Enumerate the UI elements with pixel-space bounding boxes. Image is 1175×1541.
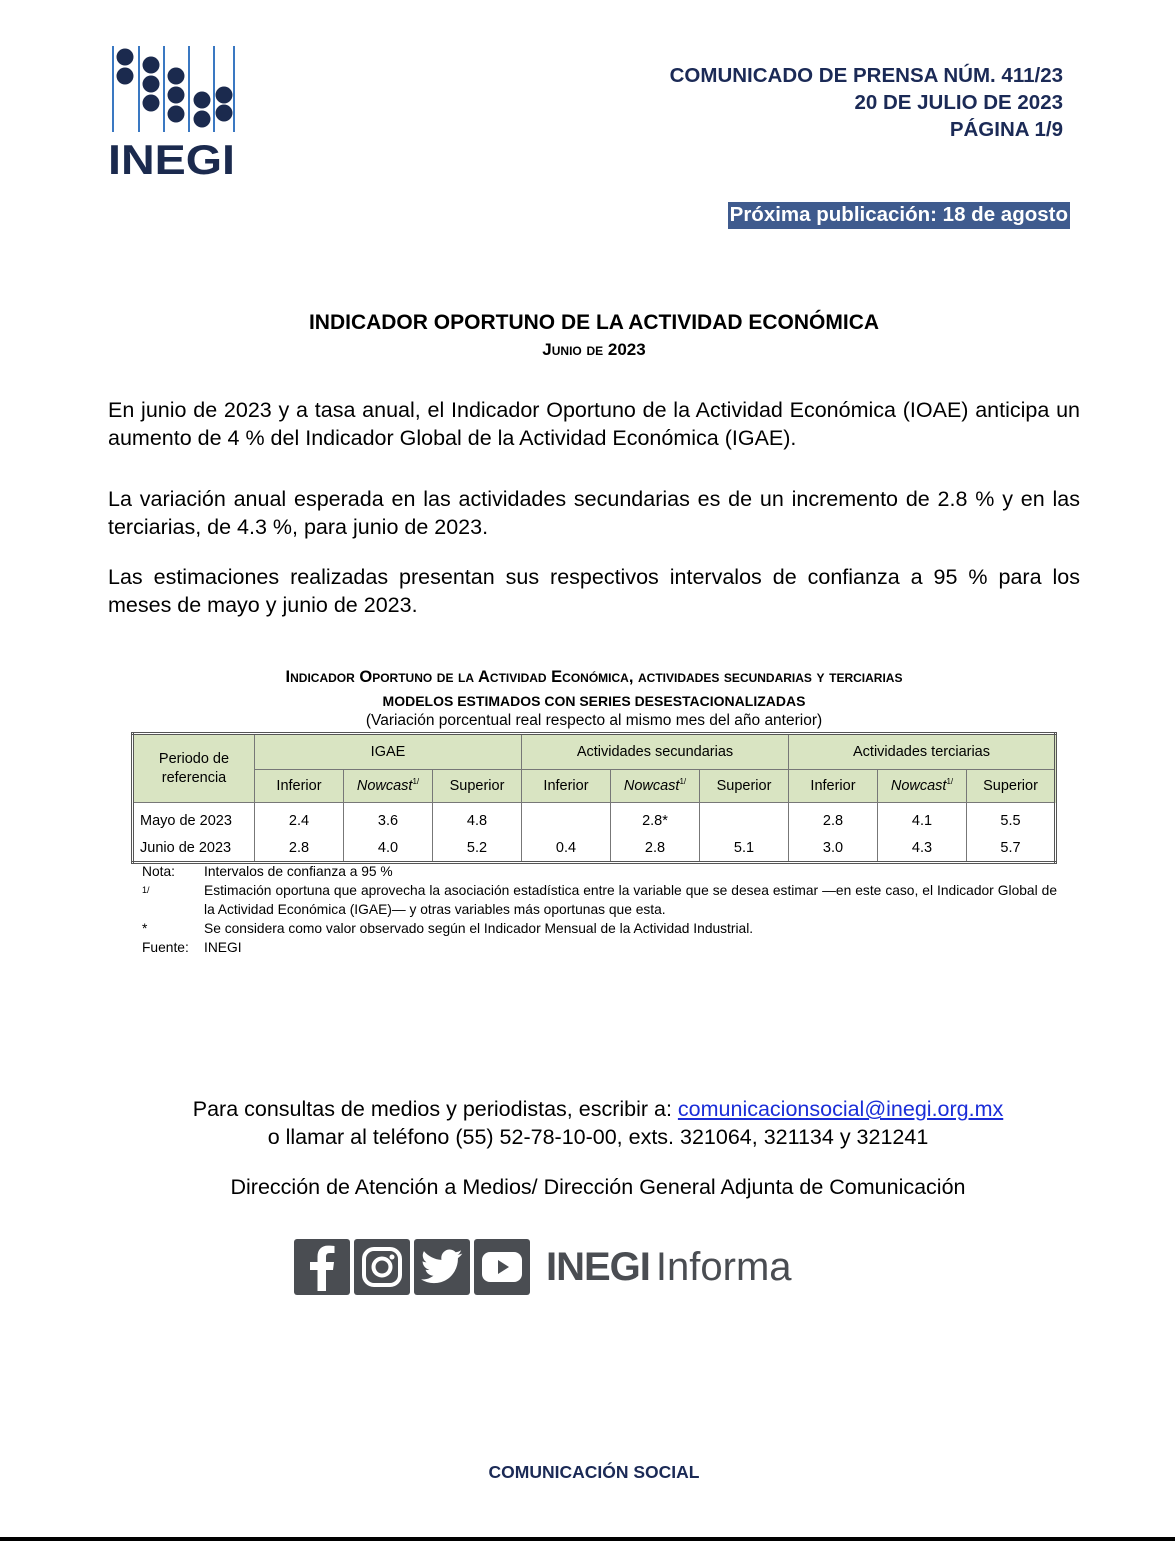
value-cell: 3.6 [344,803,433,835]
release-date: 20 DE JULIO DE 2023 [854,91,1063,114]
page-number: PÁGINA 1/9 [949,118,1063,141]
note-key: Nota: [142,864,175,879]
period-cell: Mayo de 2023 [133,803,255,835]
contact-line-1: Para consultas de medios y periodistas, escribir a: comunicacionsocial@inegi.org.mx [192,1097,1004,1121]
value-cell: 0.4 [522,834,611,863]
note-text: Se considera como valor observado según el Indicador Mensual de la Actividad Industrial. [204,921,754,936]
group-header-secundarias: Actividades secundarias [522,734,789,770]
subheader-nowcast: Nowcast$^{1/}$ [878,770,967,803]
value-cell [522,803,611,835]
note-row [142,938,1057,957]
paragraph-1: En junio de 2023 y a tasa anual, el Indicador Oportuno de la Actividad Económica (IOAE) anticipa un aumento de 4 % del Indicador Global de la Actividad Económica (IGAE). [108,398,1080,450]
subheader-superior: Superior [700,770,789,803]
table-subheader-row [133,770,1056,803]
next-publication-badge: Próxima publicación: 18 de agosto [728,202,1070,229]
value-cell: 2.8 [789,803,878,835]
subheader-inferior: Inferior [522,770,611,803]
value-cell: 5.2 [433,834,522,863]
instagram-icon[interactable] [354,1239,410,1295]
value-cell: 4.0 [344,834,433,863]
note-text: INEGI [204,940,242,955]
table-subtitle: MODELOS ESTIMADOS CON SERIES DESESTACIONALIZADAS [382,693,806,709]
note-row [142,919,1057,938]
contact-phone: o llamar al teléfono (55) 52-78-10-00, exts. 321064, 321134 y 321241 [267,1125,929,1149]
note-row [142,862,1057,881]
facebook-icon[interactable] [294,1239,350,1295]
table-row [133,803,1056,835]
ioae-table [131,732,1057,864]
subheader-nowcast: Nowcast$^{1/}$ [611,770,700,803]
paragraph-3: Las estimaciones realizadas presentan sus respectivos intervalos de confianza a 95 % para los meses de mayo y junio de 2023. [108,565,1080,617]
value-cell: 4.1 [878,803,967,835]
subheader-inferior: Inferior [789,770,878,803]
value-cell: 4.3 [878,834,967,863]
subheader-superior: Superior [433,770,522,803]
table-title: Indicador Oportuno de la Actividad Económica, actividades secundarias y terciarias [285,668,903,686]
table-unit: (Variación porcentual real respecto al mismo mes del año anterior) [365,712,823,729]
subheader-superior: Superior [967,770,1056,803]
group-header-igae: IGAE [255,734,522,770]
note-row [142,881,1057,919]
period-cell: Junio de 2023 [133,834,255,863]
svg-text:INEGI: INEGI [108,136,235,176]
value-cell: 2.8* [611,803,700,835]
value-cell: 5.7 [967,834,1056,863]
table-header-row [133,734,1056,770]
value-cell: 3.0 [789,834,878,863]
value-cell: 2.8 [255,834,344,863]
table-row [133,834,1056,863]
note-key: * [142,921,148,936]
value-cell: 4.8 [433,803,522,835]
inegi-logo [108,46,236,176]
value-cell: 5.5 [967,803,1056,835]
paragraph-2: La variación anual esperada en las actividades secundarias es de un incremento de 2.8 % y en las terciarias, de 4.3 %, para junio de 2023. [108,487,1080,539]
note-key: 1/ [142,885,150,895]
value-cell [700,803,789,835]
value-cell: 2.8 [611,834,700,863]
social-bar [294,1239,792,1295]
twitter-icon[interactable] [414,1239,470,1295]
document-subtitle: Junio de 2023 [542,340,646,359]
subheader-inferior: Inferior [255,770,344,803]
email-link[interactable]: comunicacionsocial@inegi.org.mx [677,1097,1004,1121]
period-header: Periodo de referencia [133,734,255,803]
subheader-nowcast: Nowcast$^{1/}$ [344,770,433,803]
note-text: Estimación oportuna que aprovecha la asociación estadística entre la variable que se desea estimar —en este caso, el Indicador Global de la Actividad Económica (IGAE)— y otras variables más oportunas que esta. [204,883,1057,917]
inegi-informa-logo: INEGI Informa [546,1244,792,1289]
value-cell: 5.1 [700,834,789,863]
note-text: Intervalos de confianza a 95 % [204,864,393,879]
direction-line: Dirección de Atención a Medios/ Dirección General Adjunta de Comunicación [230,1175,966,1199]
contact-block [0,1095,1175,1151]
bottom-divider [0,1537,1175,1541]
value-cell: 2.4 [255,803,344,835]
note-key: Fuente: [142,940,189,955]
inegi-logo-icon [108,46,236,176]
footer-label: COMUNICACIÓN SOCIAL [488,1462,700,1482]
group-header-terciarias: Actividades terciarias [789,734,1056,770]
youtube-icon[interactable] [474,1239,530,1295]
document-title: INDICADOR OPORTUNO DE LA ACTIVIDAD ECONÓMICA [308,311,880,334]
press-release-number: COMUNICADO DE PRENSA NÚM. 411/23 [669,64,1063,87]
table-notes [142,862,1057,957]
press-release-header [670,62,1063,143]
